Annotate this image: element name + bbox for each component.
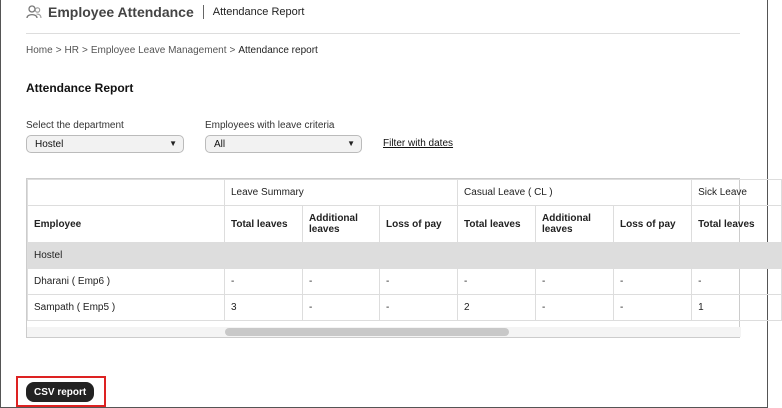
- group-header-row: [28, 180, 782, 206]
- breadcrumb-separator: >: [55, 45, 62, 56]
- users-icon: [26, 5, 42, 19]
- scrollbar-thumb[interactable]: [225, 328, 509, 336]
- group-header-leave-summary: Leave Summary: [225, 180, 458, 206]
- header: [26, 3, 304, 21]
- horizontal-scrollbar[interactable]: [27, 327, 741, 337]
- breadcrumb: [26, 45, 318, 56]
- department-select[interactable]: [26, 135, 184, 153]
- table-cell: -: [614, 295, 692, 321]
- table-cell: -: [536, 295, 614, 321]
- leave-criteria-select[interactable]: [205, 135, 362, 153]
- table-cell: 1: [692, 295, 782, 321]
- department-value: Hostel: [35, 138, 64, 150]
- empty-header-cell: [28, 180, 225, 206]
- breadcrumb-current: Attendance report: [238, 45, 318, 56]
- group-header-sick-leave: Sick Leave: [692, 180, 782, 206]
- column-header: Additional leaves: [536, 206, 614, 243]
- table-cell: 2: [458, 295, 536, 321]
- table-cell: -: [692, 269, 782, 295]
- attendance-table-container: [26, 178, 755, 338]
- table-cell: -: [614, 269, 692, 295]
- breadcrumb-hr[interactable]: HR: [64, 45, 79, 56]
- table-row: [28, 295, 782, 321]
- attendance-table: [27, 179, 782, 321]
- column-header-employee: Employee: [28, 206, 225, 243]
- chevron-down-icon: ▼: [347, 139, 355, 148]
- table-cell: -: [380, 295, 458, 321]
- employee-name: Dharani ( Emp6 ): [28, 269, 225, 295]
- header-rule: [26, 33, 740, 34]
- group-header-casual-leave: Casual Leave ( CL ): [458, 180, 692, 206]
- table-cell: 3: [225, 295, 303, 321]
- breadcrumb-leave-management[interactable]: Employee Leave Management: [90, 45, 227, 56]
- table-cell: -: [380, 269, 458, 295]
- breadcrumb-separator: >: [81, 45, 88, 56]
- department-label: Select the department: [26, 120, 124, 131]
- column-header: Total leaves: [458, 206, 536, 243]
- csv-report-button[interactable]: CSV report: [26, 382, 94, 402]
- table-cell: -: [303, 295, 380, 321]
- column-header: Loss of pay: [380, 206, 458, 243]
- leave-criteria-value: All: [214, 138, 226, 150]
- app-title: Employee Attendance: [48, 4, 194, 20]
- header-divider: [203, 5, 204, 19]
- column-header: Additional leaves: [303, 206, 380, 243]
- column-header: Total leaves: [225, 206, 303, 243]
- breadcrumb-home[interactable]: Home: [26, 45, 53, 56]
- column-header: Loss of pay: [614, 206, 692, 243]
- page-title: Attendance Report: [26, 81, 134, 95]
- table-cell: -: [225, 269, 303, 295]
- column-header-row: [28, 206, 782, 243]
- table-row: [28, 269, 782, 295]
- column-header: Total leaves: [692, 206, 782, 243]
- table-cell: -: [536, 269, 614, 295]
- filter-with-dates-link[interactable]: Filter with dates: [383, 138, 454, 149]
- breadcrumb-separator: >: [229, 45, 236, 56]
- page-subtitle: Attendance Report: [212, 6, 305, 18]
- department-group-row: [28, 243, 782, 269]
- chevron-down-icon: ▼: [169, 139, 177, 148]
- table-cell: -: [303, 269, 380, 295]
- leave-criteria-label: Employees with leave criteria: [205, 120, 335, 131]
- employee-name: Sampath ( Emp5 ): [28, 295, 225, 321]
- table-cell: -: [458, 269, 536, 295]
- department-group-label: Hostel: [28, 243, 225, 269]
